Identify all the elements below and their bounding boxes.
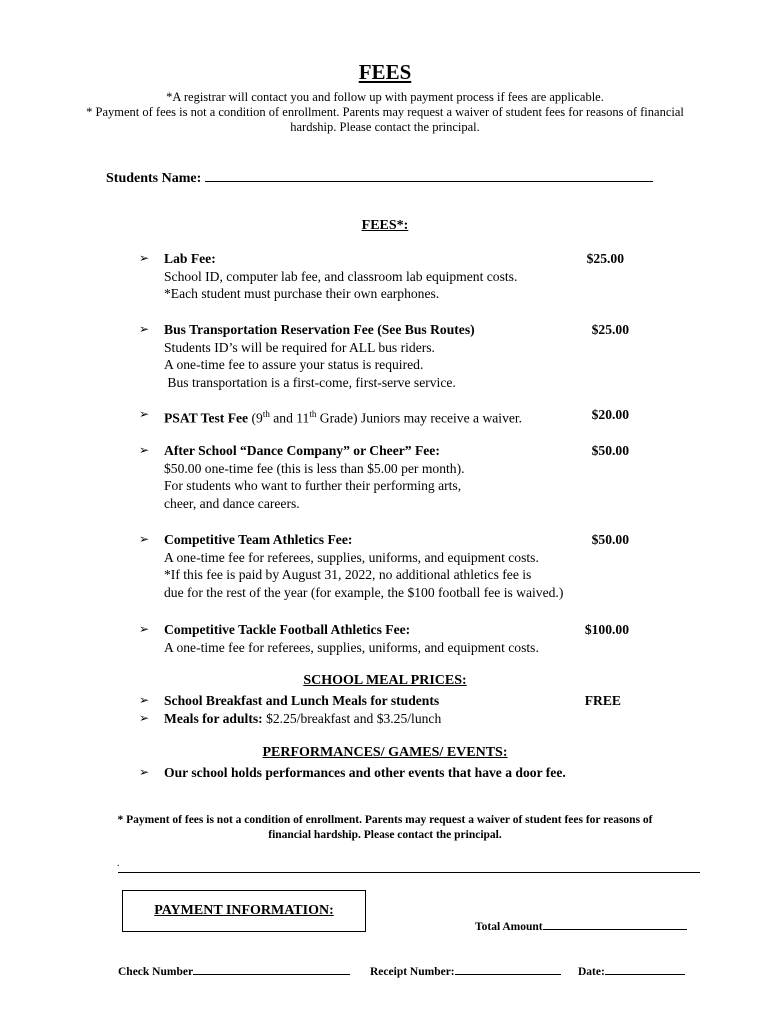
fee-line: $50.00 one-time fee (this is less than $5.00 per month). (164, 460, 465, 476)
fee-item-football (139, 621, 639, 657)
psat-grade-text: and 11 (269, 410, 310, 426)
fee-line: School ID, computer lab fee, and classroom lab equipment costs. (164, 268, 518, 284)
arrowhead-bullet-icon: ➢ (139, 622, 150, 636)
date-row (578, 963, 685, 978)
arrowhead-bullet-icon: ➢ (139, 532, 150, 546)
total-amount-row (475, 918, 687, 933)
events-item (139, 764, 659, 782)
arrowhead-bullet-icon: ➢ (139, 693, 150, 707)
fee-item-lab (139, 250, 639, 304)
total-amount-field[interactable] (543, 918, 687, 930)
arrowhead-bullet-icon: ➢ (139, 765, 150, 779)
registrar-note: *A registrar will contact you and follow up with payment process if fees are applicable. (166, 90, 604, 104)
fee-title: PSAT Test Fee (164, 410, 249, 426)
meals-header: SCHOOL MEAL PRICES: (303, 673, 467, 688)
psat-grade-text: (9 (248, 410, 263, 426)
fee-price: $25.00 (591, 322, 629, 337)
events-header: PERFORMANCES/ GAMES/ EVENTS: (262, 745, 508, 760)
meal-students-label: School Breakfast and Lunch Meals for students (164, 693, 440, 708)
arrowhead-bullet-icon: ➢ (139, 251, 150, 265)
fee-title: Lab Fee: (164, 251, 216, 266)
psat-grade-text: Grade) Juniors may receive a waiver. (316, 410, 523, 426)
footer-note-line1: * Payment of fees is not a condition of enrollment. Parents may request a waiver of student fees for reasons of (117, 814, 653, 826)
check-number-label: Check Number (118, 966, 194, 978)
receipt-number-row (370, 963, 561, 978)
fee-line: *If this fee is paid by August 31, 2022, no additional athletics fee is (164, 567, 532, 582)
payment-note-line1: * Payment of fees is not a condition of enrollment. Parents may request a waiver of student fees for reasons of financial (86, 105, 684, 119)
payment-info-box (122, 890, 366, 932)
fee-price: $25.00 (586, 251, 624, 266)
fee-price: $100.00 (584, 622, 629, 637)
page-title: FEES (358, 60, 412, 84)
fee-title: Competitive Team Athletics Fee: (164, 532, 353, 547)
students-name-row (106, 167, 653, 187)
payment-note-line2: hardship. Please contact the principal. (290, 120, 480, 134)
arrowhead-bullet-icon: ➢ (139, 711, 150, 725)
meal-item-students (139, 692, 639, 710)
meal-adults-value: $2.25/breakfast and $3.25/lunch (262, 711, 442, 726)
check-number-field[interactable] (193, 963, 350, 975)
payment-info-label: PAYMENT INFORMATION: (154, 903, 334, 918)
fee-price: $50.00 (591, 443, 629, 458)
fee-line: cheer, and dance careers. (164, 495, 300, 511)
fee-line: A one-time fee for referees, supplies, uniforms, and equipment costs. (164, 549, 539, 565)
check-number-row (118, 963, 350, 978)
fee-line: Bus transportation is a first-come, first-serve service. (164, 374, 456, 390)
fee-item-athletics (139, 531, 649, 603)
fees-header: FEES*: (361, 218, 409, 233)
date-label: Date: (578, 966, 605, 978)
meal-item-adults (139, 710, 639, 728)
separator-line (118, 872, 700, 873)
arrowhead-bullet-icon: ➢ (139, 322, 150, 336)
fee-line: Students ID’s will be required for ALL bus riders. (164, 339, 435, 355)
fee-price: $20.00 (591, 407, 629, 422)
fee-item-dance (139, 442, 639, 514)
fee-line: *Each student must purchase their own earphones. (164, 286, 440, 301)
psat-sup: th (309, 409, 317, 419)
fee-item-bus (139, 321, 639, 393)
psat-sup: th (262, 409, 270, 419)
fee-title: Bus Transportation Reservation Fee (See Bus Routes) (164, 322, 475, 337)
meal-adults-label: Meals for adults: (164, 711, 263, 726)
arrowhead-bullet-icon: ➢ (139, 407, 150, 421)
stray-dot: . (117, 858, 120, 869)
fee-line: A one-time fee to assure your status is required. (164, 357, 424, 372)
date-field[interactable] (605, 963, 685, 975)
fee-line: A one-time fee for referees, supplies, uniforms, and equipment costs. (164, 639, 539, 655)
fee-line: due for the rest of the year (for example, the $100 football fee is waived.) (164, 584, 564, 600)
receipt-number-label: Receipt Number: (370, 966, 455, 978)
fee-price: $50.00 (591, 532, 629, 547)
receipt-number-field[interactable] (455, 963, 561, 975)
fee-item-psat (139, 406, 639, 426)
students-name-label: Students Name: (106, 171, 202, 186)
arrowhead-bullet-icon: ➢ (139, 443, 150, 457)
total-amount-label: Total Amount (475, 921, 543, 933)
events-text: Our school holds performances and other events that have a door fee. (164, 765, 566, 780)
footer-note-line2: financial hardship. Please contact the principal. (268, 829, 502, 841)
meal-students-price: FREE (584, 693, 621, 708)
fee-title: After School “Dance Company” or Cheer” Fee: (164, 443, 440, 458)
fee-line: For students who want to further their performing arts, (164, 478, 462, 493)
students-name-field[interactable] (205, 167, 653, 182)
fee-title: Competitive Tackle Football Athletics Fee: (164, 622, 411, 637)
